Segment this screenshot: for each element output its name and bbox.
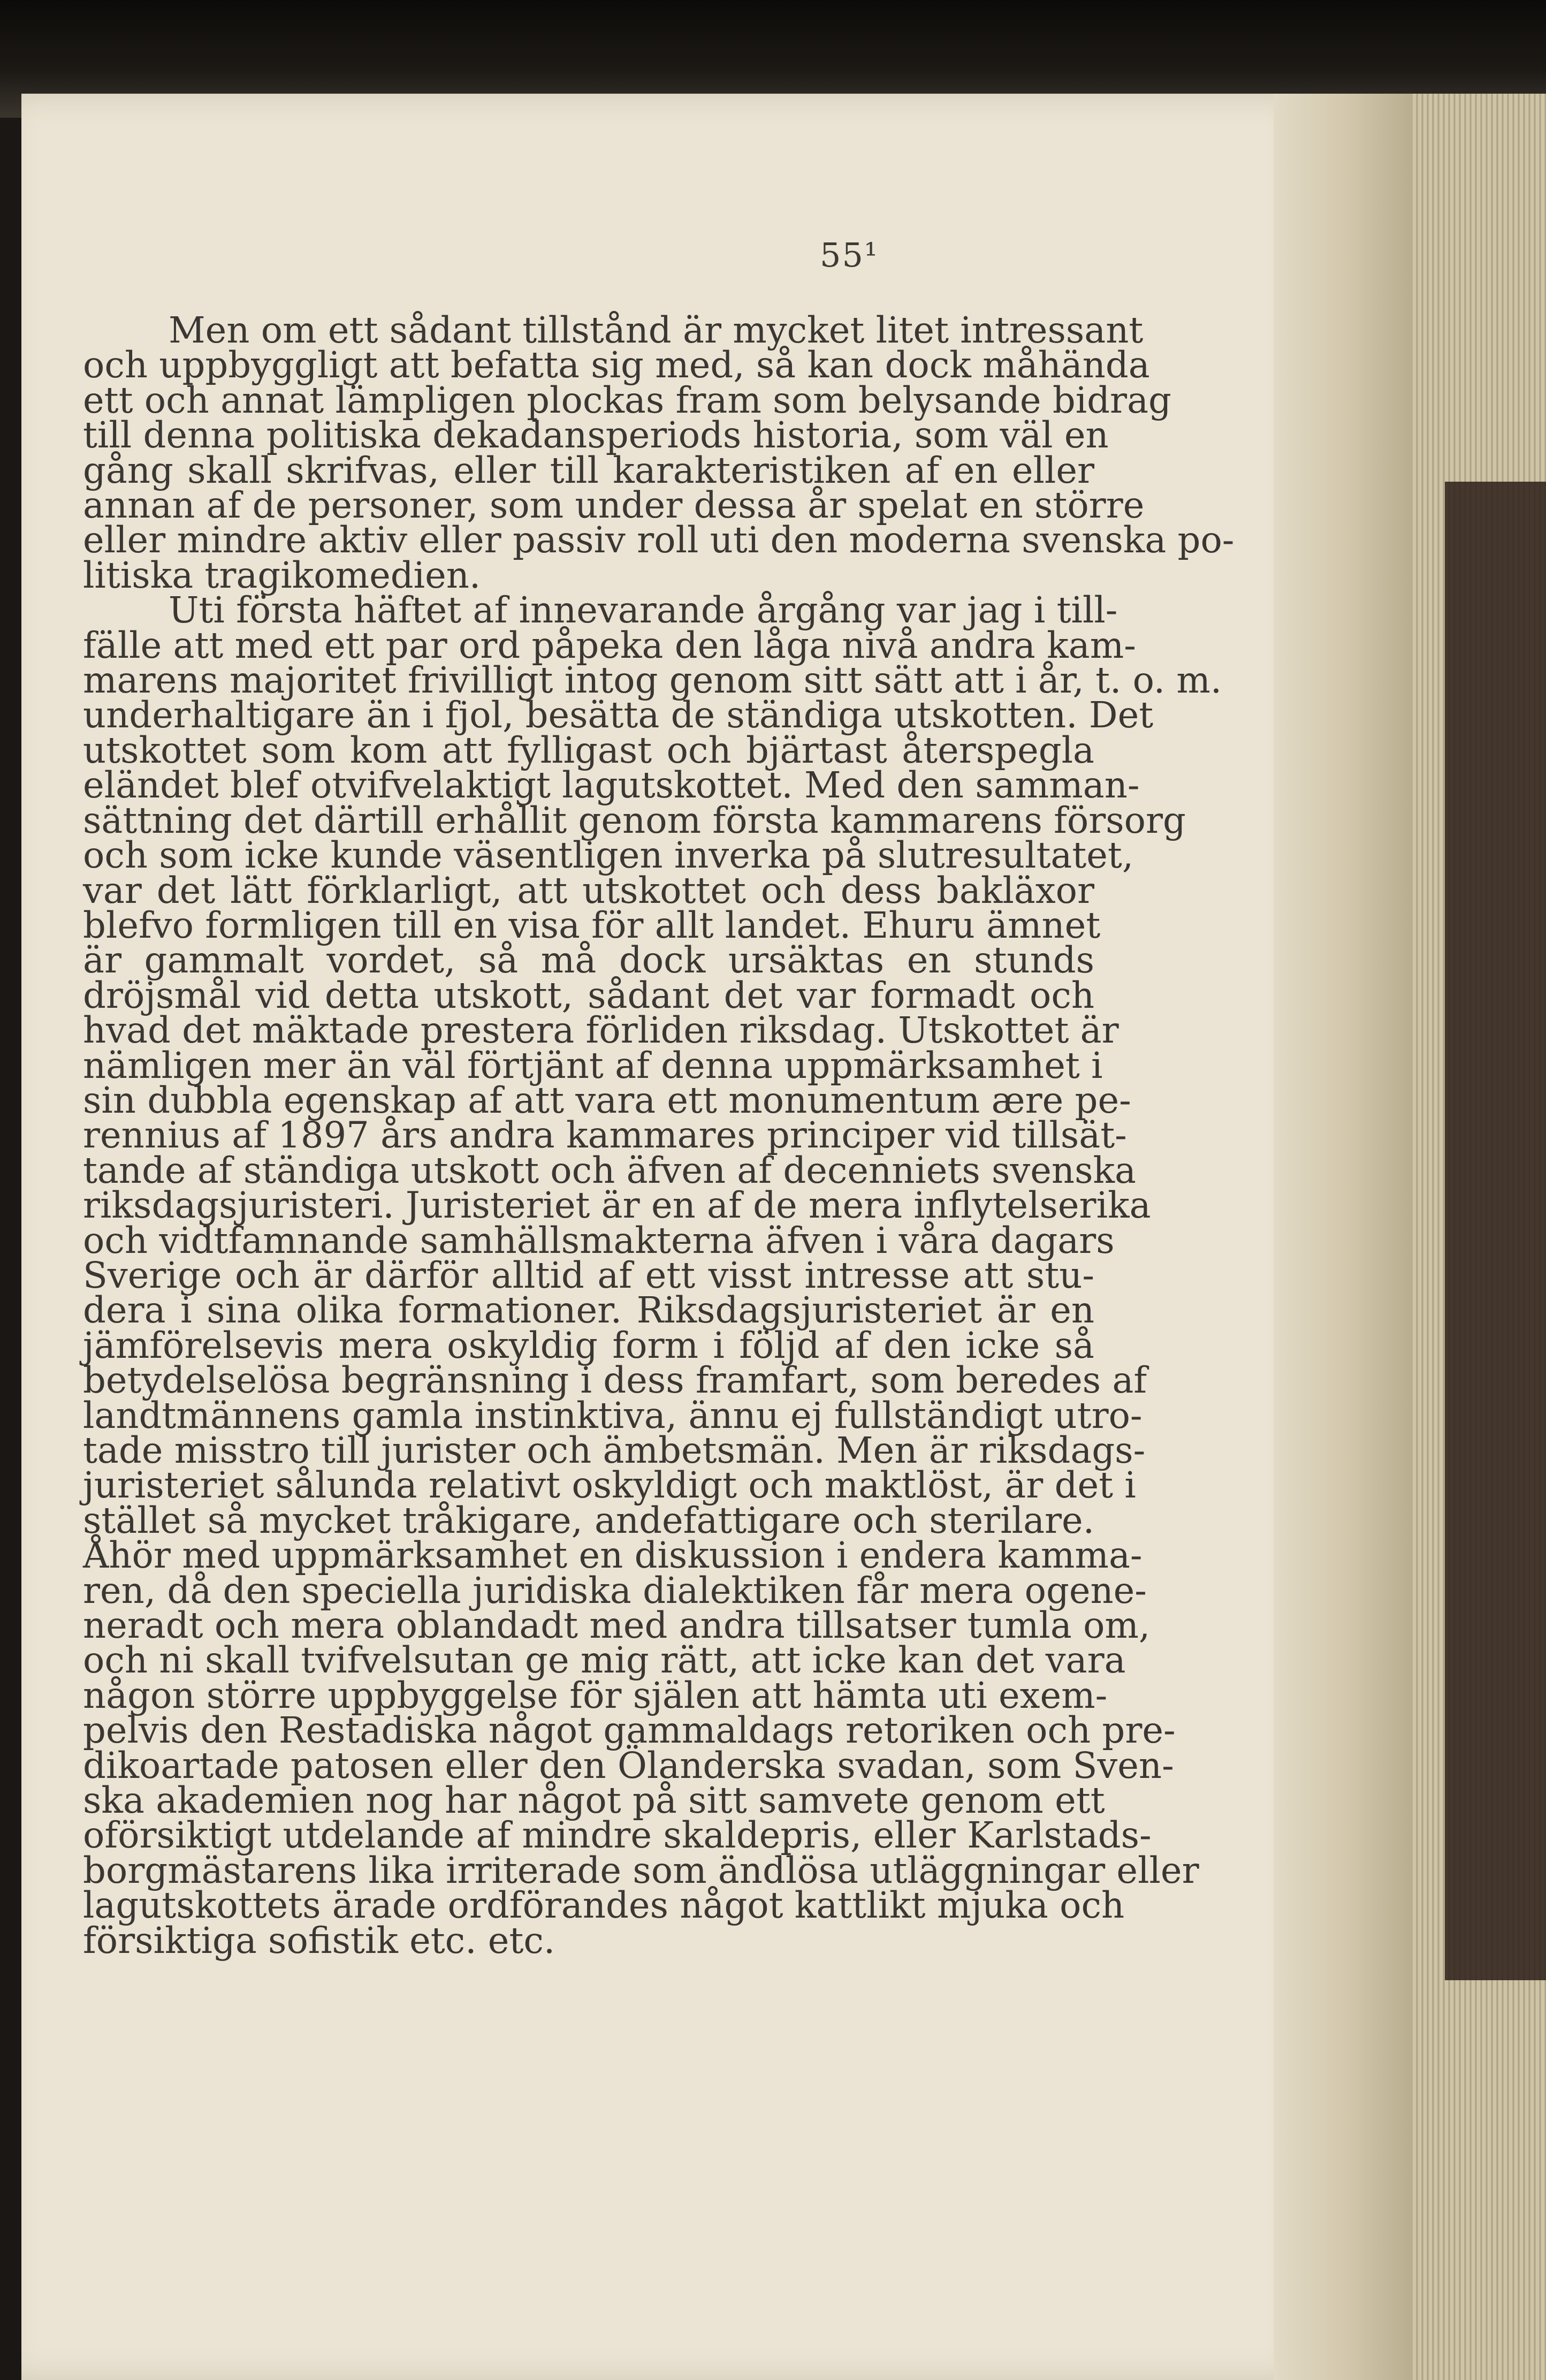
text-line: och som icke kunde väsentligen inverka på slutresultatet, <box>83 834 1134 877</box>
text-line: var det lätt förklarligt, att utskottet och dess bakläxor <box>83 869 1094 911</box>
text-line: till denna politiska dekadansperiods historia, som väl en <box>83 414 1109 457</box>
text-line: ren, då den speciella juridiska dialektiken får mera ogene- <box>83 1569 1147 1611</box>
text-line: hvad det mäktade prestera förliden riksdag. Utskottet är <box>83 1009 1119 1052</box>
text-line: eller mindre aktiv eller passiv roll uti den moderna svenska po- <box>83 519 1235 561</box>
text-line: tade misstro till jurister och ämbetsmän. Men är riksdags- <box>83 1429 1146 1471</box>
book-spine <box>1445 482 1546 1980</box>
text-line: gång skall skrifvas, eller till karakteristiken af en eller <box>83 449 1094 491</box>
text-line: sin dubbla egenskap af att vara ett monumentum ære pe- <box>83 1079 1131 1121</box>
text-line: Uti första häftet af innevarande årgång var jag i till- <box>169 589 1118 632</box>
text-line: nämligen mer än väl förtjänt af denna uppmärksamhet i <box>83 1044 1103 1086</box>
text-line: annan af de personer, som under dessa år spelat en större <box>83 484 1145 527</box>
text-line: dikoartade patosen eller den Ölanderska svadan, som Sven- <box>83 1744 1174 1786</box>
text-line: Men om ett sådant tillstånd är mycket litet intressant <box>169 309 1144 351</box>
text-line: stället så mycket tråkigare, andefattigare och sterilare. <box>83 1499 1094 1541</box>
text-line: utskottet som kom att fylligast och bjärtast återspegla <box>83 729 1094 771</box>
text-line: underhaltigare än i fjol, besätta de ständiga utskotten. Det <box>83 694 1154 736</box>
text-line: rennius af 1897 års andra kammares principer vid tillsät- <box>83 1114 1127 1157</box>
text-line: ska akademien nog har något på sitt samvete genom ett <box>83 1780 1105 1822</box>
text-line: juristeriet sålunda relativt oskyldigt och maktlöst, är det i <box>83 1464 1136 1507</box>
text-line: eländet blef otvifvelaktigt lagutskottet. Med den samman- <box>83 764 1140 807</box>
text-line: dröjsmål vid detta utskott, sådant det var formadt och <box>83 974 1094 1016</box>
text-line: neradt och mera oblandadt med andra tillsatser tumla om, <box>83 1605 1151 1647</box>
body-text <box>83 309 1235 1961</box>
text-line: och ni skall tvifvelsutan ge mig rätt, att icke kan det vara <box>83 1639 1126 1682</box>
page-gutter <box>1274 94 1413 2380</box>
text-line: och vidtfamnande samhällsmakterna äfven i våra dagars <box>83 1219 1115 1261</box>
text-line: och uppbyggligt att befatta sig med, så kan dock måhända <box>83 344 1150 386</box>
text-line: tande af ständiga utskott och äfven af decenniets svenska <box>83 1149 1136 1191</box>
text-line: sättning det därtill erhållit genom första kammarens försorg <box>83 799 1186 841</box>
text-line: lagutskottets ärade ordförandes något kattlikt mjuka och <box>83 1884 1125 1927</box>
text-line: blefvo formligen till en visa för allt landet. Ehuru ämnet <box>83 904 1101 946</box>
text-line: riksdagsjuristeri. Juristeriet är en af de mera inflytelserika <box>83 1184 1151 1227</box>
page-number: 55¹ <box>820 235 879 275</box>
text-line: Åhör med uppmärksamhet en diskussion i endera kamma- <box>83 1534 1143 1577</box>
text-line: är gammalt vordet, så må dock ursäktas en stunds <box>83 939 1094 982</box>
text-line: landtmännens gamla instinktiva, ännu ej fullständigt utro- <box>83 1394 1143 1436</box>
text-line: någon större uppbyggelse för själen att hämta uti exem- <box>83 1674 1108 1716</box>
text-line: oförsiktigt utdelande af mindre skaldepris, eller Karlstads- <box>83 1814 1152 1857</box>
text-line: borgmästarens lika irriterade som ändlösa utläggningar eller <box>83 1849 1199 1891</box>
text-line: betydelselösa begränsning i dess framfart, som beredes af <box>83 1359 1147 1402</box>
text-line: pelvis den Restadiska något gammaldags retoriken och pre- <box>83 1709 1176 1752</box>
text-line: jämförelsevis mera oskyldig form i följd af den icke så <box>83 1324 1094 1366</box>
text-line: fälle att med ett par ord påpeka den låga nivå andra kam- <box>83 624 1136 666</box>
text-line: försiktiga sofistik etc. etc. <box>83 1919 555 1961</box>
text-line: Sverige och är därför alltid af ett visst intresse att stu- <box>83 1254 1094 1296</box>
text-line: litiska tragikomedien. <box>83 554 481 596</box>
text-line: marens majoritet frivilligt intog genom sitt sätt att i år, t. o. m. <box>83 659 1222 702</box>
text-line: ett och annat lämpligen plockas fram som belysande bidrag <box>83 379 1171 421</box>
text-line: dera i sina olika formationer. Riksdagsjuristeriet är en <box>83 1289 1094 1332</box>
